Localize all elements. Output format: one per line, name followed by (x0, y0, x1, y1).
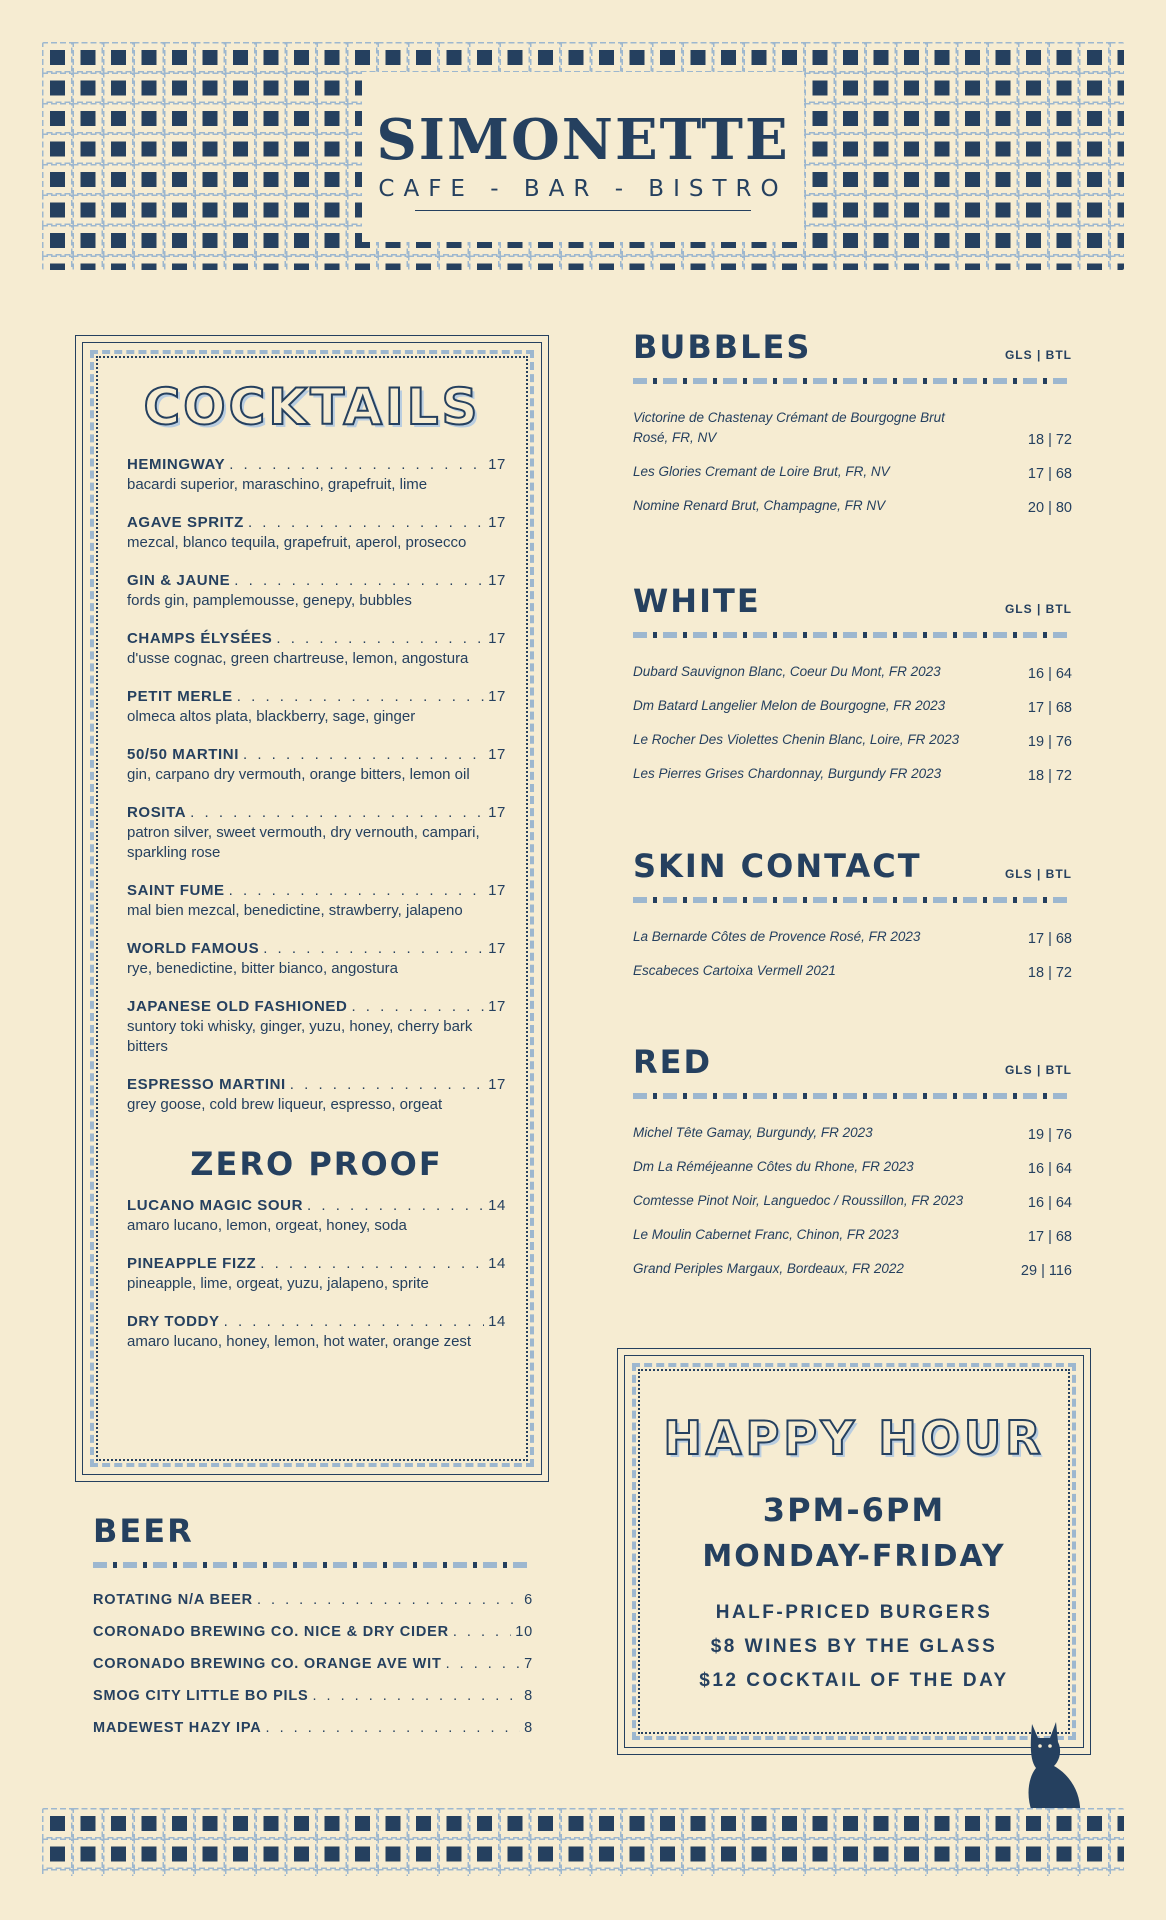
wine-price: 20 | 80 (1027, 500, 1072, 516)
drink-price: 17 (488, 746, 506, 763)
wine-item (633, 696, 1072, 716)
wine-price: 16 | 64 (1027, 1195, 1072, 1211)
beer-name: CORONADO BREWING CO. NICE & DRY CIDER (93, 1624, 449, 1640)
drink-price: 14 (488, 1255, 506, 1272)
beer-price: 10 (515, 1624, 533, 1640)
beer-item (93, 1688, 533, 1704)
drink-line (127, 688, 506, 705)
drink-description: amaro lucano, lemon, orgeat, honey, soda (127, 1217, 407, 1234)
drink-description: grey goose, cold brew liqueur, espresso, orgeat (127, 1096, 443, 1113)
dot-leader (260, 1255, 484, 1272)
wine-items (633, 1123, 1072, 1279)
price-column-label: GLS | BTL (1004, 1063, 1072, 1077)
drink-description: suntory toki whisky, ginger, yuzu, honey, cherry bark bitters (127, 1018, 473, 1055)
wine-section-title: SKIN CONTACT (633, 847, 922, 885)
drink-description: d'usse cognac, green chartreuse, lemon, angostura (127, 650, 469, 667)
drink-line (127, 940, 506, 957)
beer-name: ROTATING N/A BEER (93, 1592, 253, 1608)
wine-item (633, 496, 1072, 516)
happy-hour-time: 3PM-6PM (762, 1491, 946, 1529)
cocktail-list (127, 456, 506, 1371)
wine-price: 19 | 76 (1027, 1127, 1072, 1143)
wine-section-header (633, 1043, 1072, 1081)
wine-item (633, 408, 1072, 448)
happy-hour-deals (618, 1596, 1090, 1698)
beer-item (93, 1720, 533, 1736)
dot-leader (243, 746, 484, 763)
dot-leader (257, 1592, 520, 1608)
drink-name: DRY TODDY (127, 1313, 220, 1330)
wine-name: Michel Tête Gamay, Burgundy, FR 2023 (633, 1125, 873, 1140)
wine-name: Le Rocher Des Violettes Chenin Blanc, Loire, FR 2023 (633, 732, 960, 747)
drink-item (127, 1313, 506, 1352)
wine-name: Victorine de Chastenay Crémant de Bourgogne Brut Rosé, FR, NV (633, 410, 945, 445)
wine-section-title: BUBBLES (633, 328, 812, 366)
drink-name: AGAVE SPRITZ (127, 514, 244, 531)
wine-name: Le Moulin Cabernet Franc, Chinon, FR 2023 (633, 1227, 899, 1242)
drink-item (127, 456, 506, 495)
beer-name: SMOG CITY LITTLE BO PILS (93, 1688, 309, 1704)
cocktails-panel (75, 335, 549, 1482)
drink-price: 17 (488, 456, 506, 473)
beer-name: MADEWEST HAZY IPA (93, 1720, 262, 1736)
drink-item (127, 630, 506, 669)
dot-leader (224, 1313, 484, 1330)
dot-leader (276, 630, 484, 647)
drink-price: 17 (488, 514, 506, 531)
wine-price: 29 | 116 (1020, 1263, 1072, 1279)
drink-item (127, 804, 506, 863)
drink-line (127, 1255, 506, 1272)
drink-description: fords gin, pamplemousse, genepy, bubbles (127, 592, 412, 609)
restaurant-tagline: CAFE - BAR - BISTRO (378, 176, 788, 202)
dot-leader (237, 688, 484, 705)
drink-description: bacardi superior, maraschino, grapefruit, lime (127, 476, 428, 493)
wine-price: 17 | 68 (1027, 466, 1072, 482)
happy-hour-deal: $8 WINES BY THE GLASS (710, 1636, 998, 1657)
happy-hour-heading: HAPPY HOUR (663, 1411, 1045, 1465)
wine-price: 18 | 72 (1027, 965, 1072, 981)
beer-section (93, 1512, 533, 1752)
dot-leader (248, 514, 484, 531)
drink-price: 17 (488, 882, 506, 899)
wine-price: 18 | 72 (1027, 432, 1072, 448)
beer-item (93, 1656, 533, 1672)
wine-section-title: RED (633, 1043, 713, 1081)
drink-description: mezcal, blanco tequila, grapefruit, aperol, prosecco (127, 534, 467, 551)
wine-name: Dm La Réméjeanne Côtes du Rhone, FR 2023 (633, 1159, 914, 1174)
drink-line (127, 572, 506, 589)
wine-section (633, 582, 1072, 798)
beer-price: 8 (524, 1720, 533, 1736)
wine-item (633, 764, 1072, 784)
wine-price: 17 | 68 (1027, 700, 1072, 716)
drink-price: 14 (488, 1197, 506, 1214)
wine-item (633, 1157, 1072, 1177)
section-divider (633, 632, 1072, 638)
dot-leader (229, 882, 484, 899)
drink-line (127, 1313, 506, 1330)
wine-section (633, 1043, 1072, 1293)
drink-item (127, 940, 506, 979)
dot-leader (351, 998, 484, 1015)
wine-price: 16 | 64 (1027, 666, 1072, 682)
dot-leader (290, 1076, 484, 1093)
section-divider (633, 1093, 1072, 1099)
drink-item (127, 1255, 506, 1294)
logo-underline (415, 210, 751, 211)
drink-line (127, 998, 506, 1015)
drink-description: gin, carpano dry vermouth, orange bitters, lemon oil (127, 766, 470, 783)
drink-item (127, 998, 506, 1057)
drink-price: 17 (488, 688, 506, 705)
drink-description: olmeca altos plata, blackberry, sage, ginger (127, 708, 416, 725)
drink-line (127, 804, 506, 821)
drink-line (127, 746, 506, 763)
drink-description: patron silver, sweet vermouth, dry vernouth, campari, sparkling rose (127, 824, 480, 861)
drink-description: amaro lucano, honey, lemon, hot water, orange zest (127, 1333, 472, 1350)
dot-leader (234, 572, 484, 589)
drink-price: 17 (488, 572, 506, 589)
dot-leader (307, 1197, 484, 1214)
drink-name: PINEAPPLE FIZZ (127, 1255, 257, 1272)
wine-items (633, 662, 1072, 784)
drink-name: CHAMPS ÉLYSÉES (127, 630, 273, 647)
wine-name: Les Glories Cremant de Loire Brut, FR, NV (633, 464, 890, 479)
drink-price: 17 (488, 1076, 506, 1093)
wine-item (633, 730, 1072, 750)
wine-item (633, 961, 1072, 981)
section-divider (633, 378, 1072, 384)
drink-name: LUCANO MAGIC SOUR (127, 1197, 304, 1214)
beer-heading: BEER (93, 1512, 194, 1550)
drink-name: GIN & JAUNE (127, 572, 231, 589)
drink-name: 50/50 MARTINI (127, 746, 239, 763)
drink-price: 17 (488, 630, 506, 647)
wine-item (633, 1123, 1072, 1143)
wine-name: Nomine Renard Brut, Champagne, FR NV (633, 498, 886, 513)
drink-line (127, 630, 506, 647)
drink-name: PETIT MERLE (127, 688, 233, 705)
price-column-label: GLS | BTL (1004, 348, 1072, 362)
beer-item (93, 1592, 533, 1608)
wine-price: 16 | 64 (1027, 1161, 1072, 1177)
zero-proof-heading: ZERO PROOF (190, 1145, 443, 1183)
dot-leader (266, 1720, 521, 1736)
beer-item (93, 1624, 533, 1640)
wine-name: Les Pierres Grises Chardonnay, Burgundy FR 2023 (633, 766, 942, 781)
drink-item (127, 1076, 506, 1115)
wine-name: Dubard Sauvignon Blanc, Coeur Du Mont, FR 2023 (633, 664, 941, 679)
drink-item (127, 882, 506, 921)
wine-items (633, 927, 1072, 981)
wine-name: Dm Batard Langelier Melon de Bourgogne, FR 2023 (633, 698, 946, 713)
drink-line (127, 1197, 506, 1214)
beer-price: 8 (524, 1688, 533, 1704)
wine-section-title: WHITE (633, 582, 761, 620)
beer-price: 7 (524, 1656, 533, 1672)
drink-name: SAINT FUME (127, 882, 225, 899)
drink-line (127, 1076, 506, 1093)
drink-name: HEMINGWAY (127, 456, 226, 473)
dot-leader (190, 804, 484, 821)
wine-item (633, 927, 1072, 947)
drink-price: 14 (488, 1313, 506, 1330)
price-column-label: GLS | BTL (1004, 602, 1072, 616)
wine-name: Escabeces Cartoixa Vermell 2021 (633, 963, 836, 978)
logo-block (362, 72, 804, 242)
dot-leader (229, 456, 484, 473)
dot-leader (453, 1624, 511, 1640)
dot-leader (446, 1656, 521, 1672)
wine-item (633, 1191, 1072, 1211)
checkered-tile-pattern-bottom (42, 1808, 1124, 1876)
drink-name: ROSITA (127, 804, 187, 821)
drink-item (127, 572, 506, 611)
cocktails-heading: COCKTAILS (143, 378, 481, 436)
dot-leader (313, 1688, 521, 1704)
wine-price: 19 | 76 (1027, 734, 1072, 750)
happy-hour-panel (617, 1348, 1091, 1755)
wine-item (633, 462, 1072, 482)
drink-price: 17 (488, 940, 506, 957)
drink-description: mal bien mezcal, benedictine, strawberry, jalapeno (127, 902, 463, 919)
wine-name: La Bernarde Côtes de Provence Rosé, FR 2023 (633, 929, 921, 944)
beer-name: CORONADO BREWING CO. ORANGE AVE WIT (93, 1656, 442, 1672)
drink-line (127, 514, 506, 531)
wine-section (633, 328, 1072, 530)
wine-section-header (633, 328, 1072, 366)
wine-items (633, 408, 1072, 516)
dot-leader (263, 940, 484, 957)
drink-name: WORLD FAMOUS (127, 940, 260, 957)
wine-section (633, 847, 1072, 995)
beer-list (93, 1592, 533, 1736)
wine-name: Grand Periples Margaux, Bordeaux, FR 2022 (633, 1261, 904, 1276)
drink-price: 17 (488, 998, 506, 1015)
wine-item (633, 662, 1072, 682)
wine-section-header (633, 847, 1072, 885)
wine-item (633, 1259, 1072, 1279)
wine-item (633, 1225, 1072, 1245)
wine-price: 18 | 72 (1027, 768, 1072, 784)
happy-hour-deal: $12 COCKTAIL OF THE DAY (699, 1670, 1009, 1691)
drink-line (127, 882, 506, 899)
price-column-label: GLS | BTL (1004, 867, 1072, 881)
happy-hour-days: MONDAY-FRIDAY (702, 1539, 1006, 1574)
wine-section-header (633, 582, 1072, 620)
drink-item (127, 1197, 506, 1236)
drink-price: 17 (488, 804, 506, 821)
drink-description: pineapple, lime, orgeat, yuzu, jalapeno, sprite (127, 1275, 429, 1292)
footer-tile-pattern (42, 1808, 1124, 1876)
drink-name: ESPRESSO MARTINI (127, 1076, 286, 1093)
wine-name: Comtesse Pinot Noir, Languedoc / Roussillon, FR 2023 (633, 1193, 964, 1208)
drink-description: rye, benedictine, bitter bianco, angostura (127, 960, 399, 977)
wine-price: 17 | 68 (1027, 1229, 1072, 1245)
drink-name: JAPANESE OLD FASHIONED (127, 998, 348, 1015)
drink-item (127, 514, 506, 553)
beer-price: 6 (524, 1592, 533, 1608)
drink-item (127, 688, 506, 727)
wine-price: 17 | 68 (1027, 931, 1072, 947)
happy-hour-deal: HALF-PRICED BURGERS (715, 1602, 993, 1623)
drink-line (127, 456, 506, 473)
section-divider (633, 897, 1072, 903)
restaurant-name: SIMONETTE (376, 107, 790, 173)
section-divider (93, 1562, 533, 1568)
drink-item (127, 746, 506, 785)
